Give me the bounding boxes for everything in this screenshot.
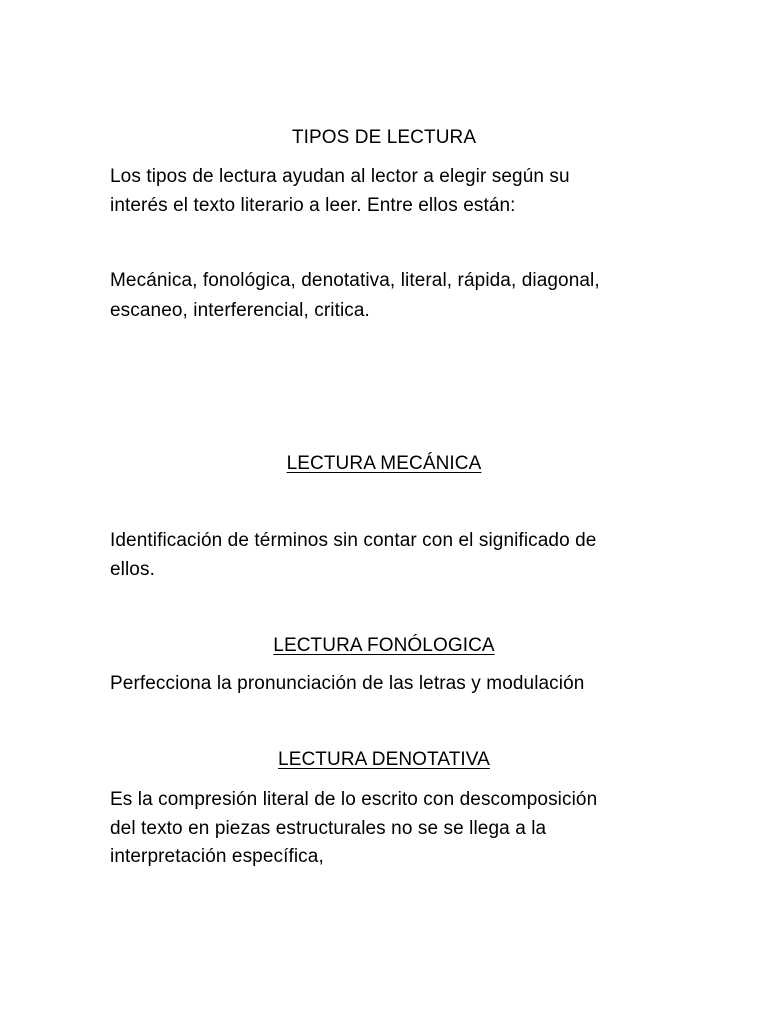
intro-line-1: Los tipos de lectura ayudan al lector a elegir según su [110, 166, 570, 187]
types-list-line-2: escaneo, interferencial, critica. [110, 300, 370, 321]
section-denotativa-line-3: interpretación específica, [110, 846, 324, 867]
section-denotativa-line-1: Es la compresión literal de lo escrito con descomposición [110, 789, 598, 810]
section-fonologica-line-1: Perfecciona la pronunciación de las letras y modulación [110, 673, 585, 694]
document-title: TIPOS DE LECTURA [291, 127, 477, 148]
section-heading-fonologica [0, 632, 768, 660]
section-heading-fonologica-text: LECTURA FONÓLOGICA [273, 635, 495, 656]
section-denotativa-line-2: del texto en piezas estructurales no se se llega a la [110, 818, 547, 839]
section-mecanica-line-2: ellos. [110, 559, 155, 580]
intro-line-2: interés el texto literario a leer. Entre ellos están: [110, 195, 516, 216]
section-heading-mecanica-text: LECTURA MECÁNICA [286, 453, 482, 474]
types-list-line-1: Mecánica, fonológica, denotativa, literal, rápida, diagonal, [110, 270, 600, 291]
section-heading-mecanica [0, 450, 768, 478]
section-heading-denotativa [0, 746, 768, 774]
section-heading-denotativa-text: LECTURA DENOTATIVA [278, 749, 490, 770]
section-mecanica-line-1: Identificación de términos sin contar con el significado de [110, 530, 597, 551]
